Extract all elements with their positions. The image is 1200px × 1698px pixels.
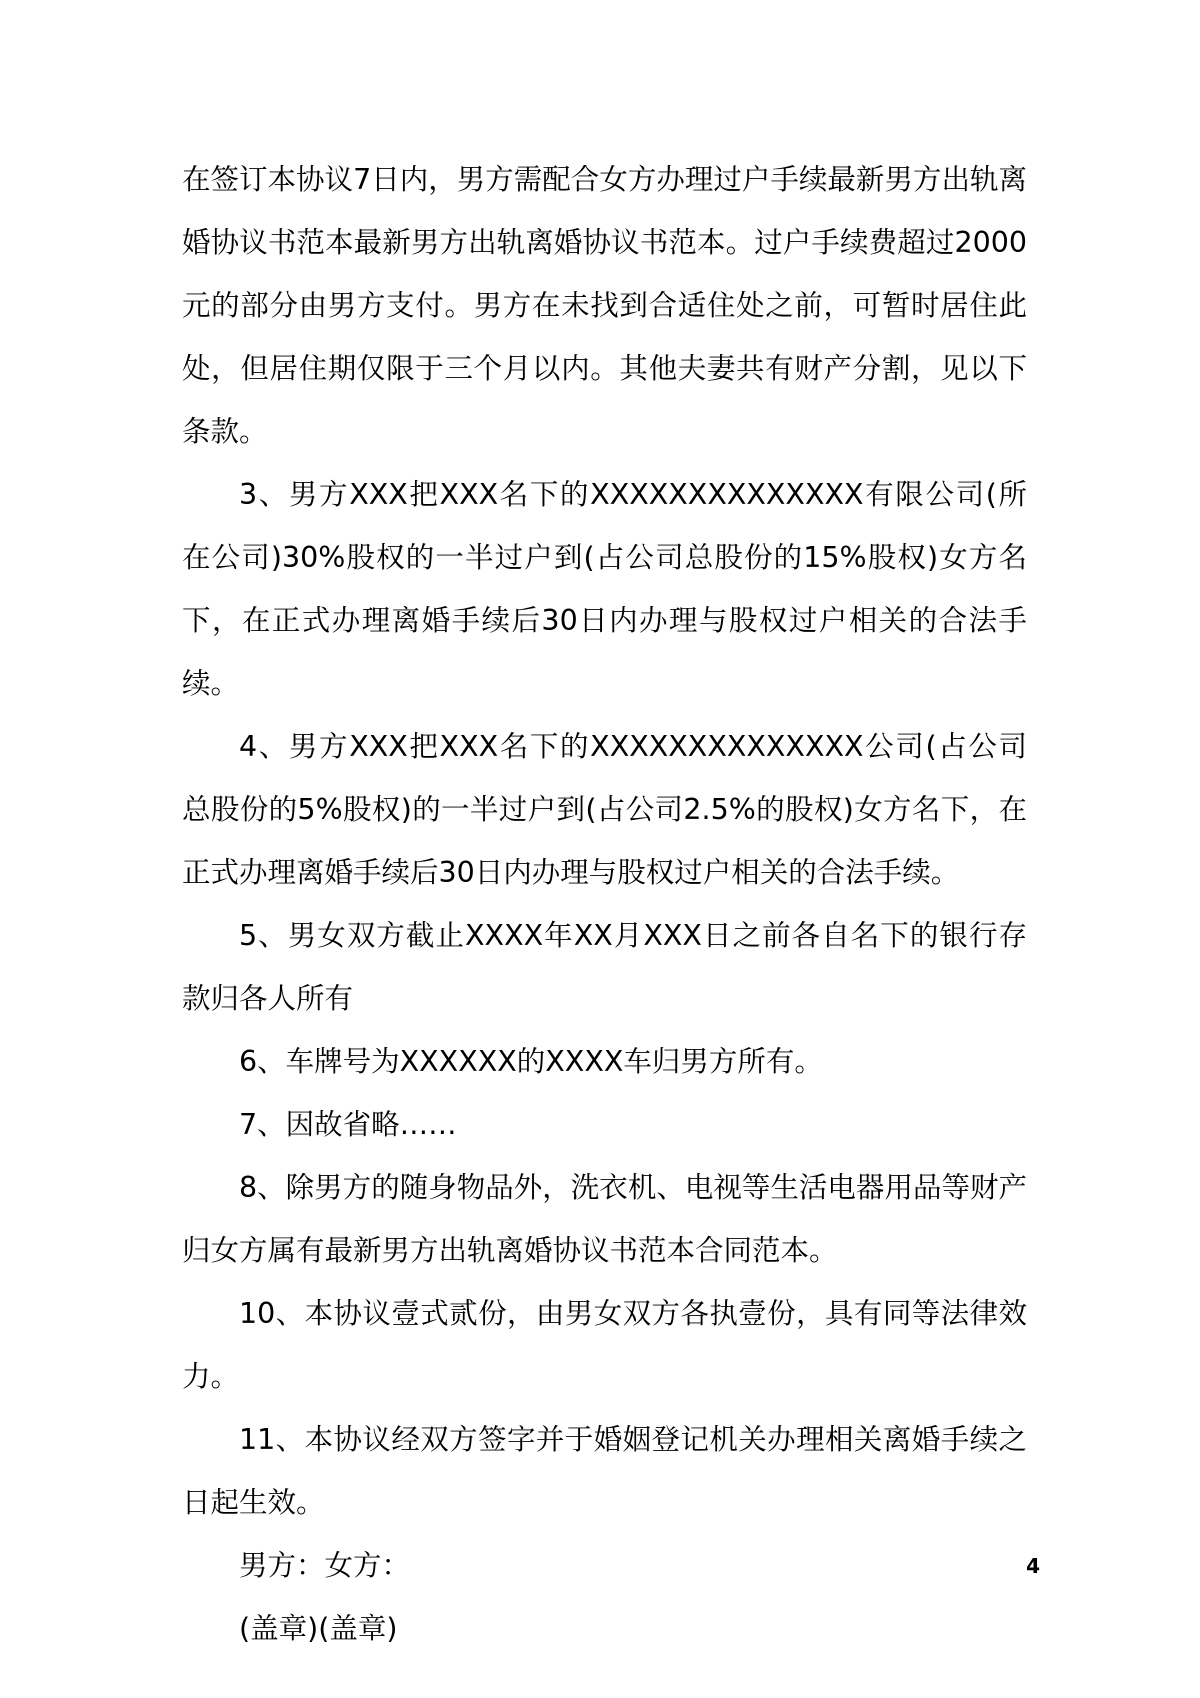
paragraph-clause-11: 11、本协议经双方签字并于婚姻登记机关办理相关离婚手续之日起生效。	[182, 1423, 1027, 1519]
paragraph-clause-4: 4、男方XXX把XXX名下的XXXXXXXXXXXXXX公司(占公司总股份的5%股权)的一半过户到(占公司2.5%的股权)女方名下，在正式办理离婚手续后30日内办理与股权过户相关的合法手续。	[182, 730, 1027, 889]
paragraph-clause-3: 3、男方XXX把XXX名下的XXXXXXXXXXXXXX有限公司(所在公司)30%股权的一半过户到(占公司总股份的15%股权)女方名下，在正式办理离婚手续后30日内办理与股权过户相关的合法手续。	[182, 478, 1027, 700]
paragraph-clause-10: 10、本协议壹式贰份，由男女双方各执壹份，具有同等法律效力。	[182, 1297, 1027, 1393]
paragraph-clause-6: 6、车牌号为XXXXXX的XXXX车归男方所有。	[239, 1045, 823, 1078]
paragraph-clause-8: 8、除男方的随身物品外，洗衣机、电视等生活电器用品等财产归女方属有最新男方出轨离婚协议书范本合同范本。	[182, 1171, 1027, 1267]
paragraph-clause-5: 5、男女双方截止XXXX年XX月XXX日之前各自名下的银行存款归各人所有	[182, 919, 1027, 1015]
signature-line: 男方：女方：	[239, 1549, 411, 1582]
page-number: 4	[1026, 1554, 1040, 1578]
paragraph-transfer-terms: 在签订本协议7日内，男方需配合女方办理过户手续最新男方出轨离婚协议书范本最新男方出轨离婚协议书范本。过户手续费超过2000元的部分由男方支付。男方在未找到合适住处之前，可暂时居住此处，但居住期仅限于三个月以内。其他夫妻共有财产分割，见以下条款。	[182, 163, 1027, 448]
document-body	[182, 148, 1027, 1660]
seal-line: (盖章)(盖章)	[239, 1612, 398, 1645]
paragraph-clause-7: 7、因故省略……	[239, 1108, 457, 1141]
